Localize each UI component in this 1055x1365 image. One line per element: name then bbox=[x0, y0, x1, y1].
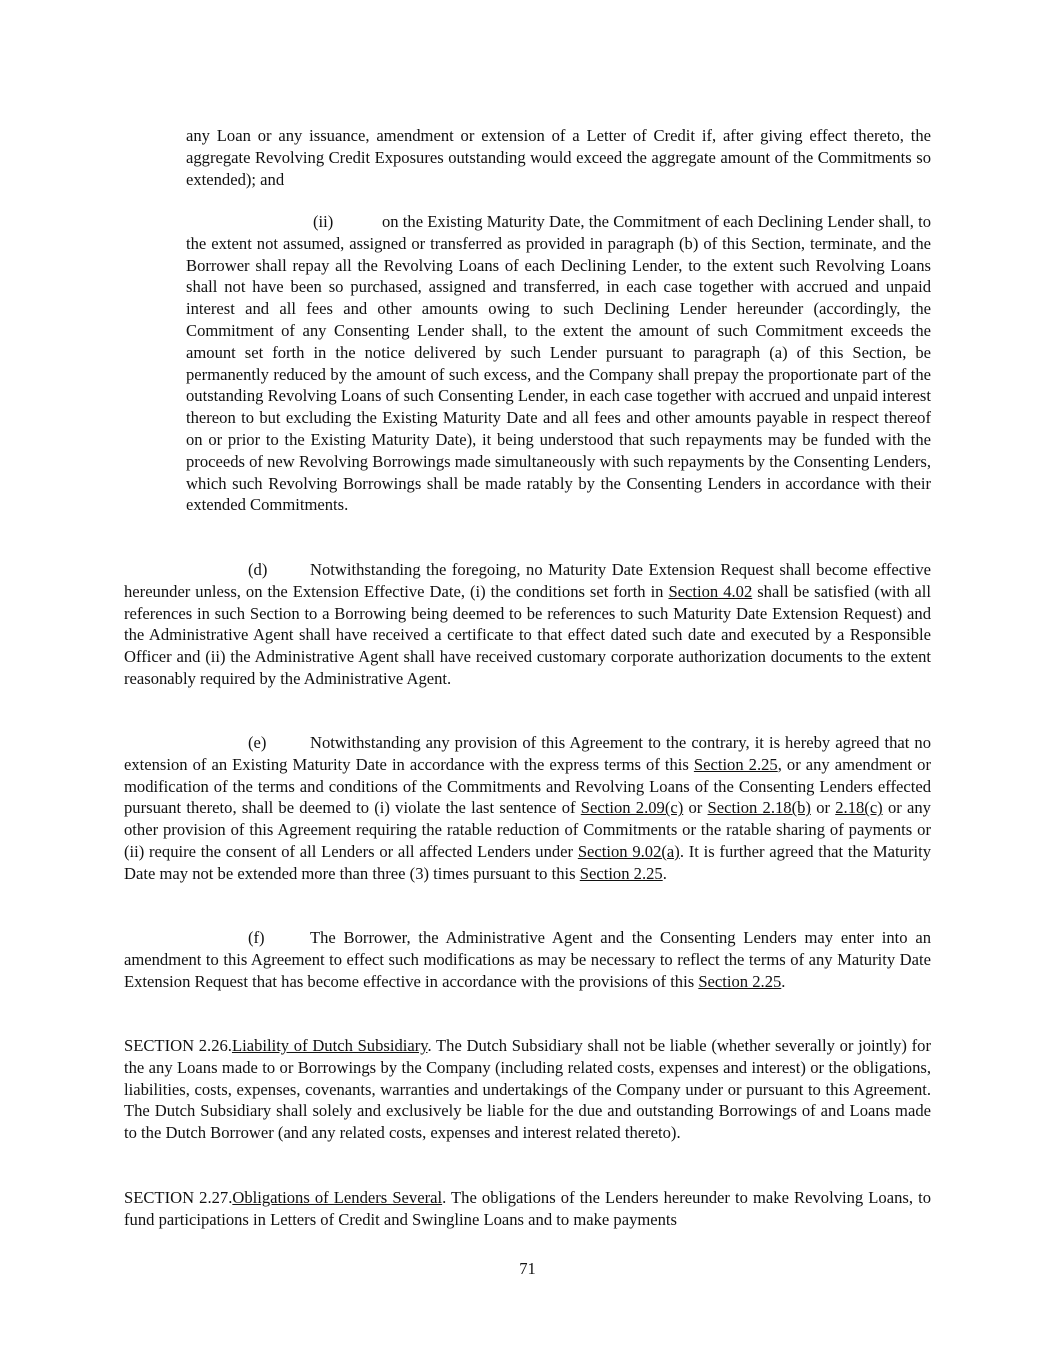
paragraph-label: (d) bbox=[248, 560, 268, 579]
paragraph-text: . bbox=[662, 863, 667, 883]
paragraph-text: , or any amendment or modification of the terms and conditions of the Commitments and Revolving Loans of the Consenting Lenders effected pursuant thereto, shall be deemed to (i) violate the last sentence of bbox=[124, 754, 931, 818]
paragraph-text: or bbox=[810, 798, 836, 818]
paragraph-text: on the Existing Maturity Date, the Commitment of each Declining Lender shall, to the extent not assumed, assigned or transferred as provided in paragraph (b) of this Section, terminate, and the Borrower shall repay all the Revolving Loans of each Declining Lender, to the extent such Revolving Loans shall not have been so purchased, assigned and transferred, in each case together with accrued and unpaid interest and all fees and other amounts owing to such Declining Lender hereunder (accordingly, the Commitment of any Consenting Lender shall, to the extent the amount of such Commitment exceeds the amount set forth in the notice delivered by such Lender pursuant to paragraph (a) of this Section, be permanently reduced by the amount of such excess, and the Company shall prepay the proportionate part of the outstanding Revolving Loans of such Consenting Lender, in each case together with accrued and unpaid interest thereon to but excluding the Existing Maturity Date and all fees and other amounts payable in respect thereof on or prior to the Existing Maturity Date), it being understood that such repayments may be funded with the proceeds of new Revolving Borrowings made simultaneously with such repayments by the Consenting Lenders, which such Revolving Borrowings shall be made ratably by the Consenting Lenders in accordance with their extended Commitments. bbox=[186, 212, 931, 515]
section-text: . The obligations of the Lenders hereunder to make Revolving Loans, to fund participations in Letters of Credit and Swingline Loans and to make payments bbox=[124, 1188, 931, 1229]
cross-reference: Section 2.25 bbox=[693, 754, 778, 774]
cross-reference: Section 2.25 bbox=[579, 863, 663, 883]
paragraph-text: . It is further agreed that the Maturity Date may not be extended more than three (3) times pursuant to this bbox=[124, 841, 931, 883]
paragraph-text: . bbox=[781, 971, 786, 991]
section-2-27 bbox=[124, 1187, 931, 1231]
paragraph-d bbox=[124, 559, 931, 690]
section-text: . The Dutch Subsidiary shall not be liable (whether severally or jointly) for the any Loans made to or Borrowings by the Company (including related costs, expenses and interest) or the obligations, liabilities, costs, expenses, covenants, warranties and undertakings of the Company under or pursuant to this Agreement. The Dutch Subsidiary shall solely and exclusively be liable for the due and outstanding Borrowings of and Loans made to the Dutch Borrower (and any related costs, expenses and interest related thereto). bbox=[124, 1036, 932, 1143]
paragraph-f bbox=[124, 927, 931, 992]
paragraph-label: (ii) bbox=[313, 212, 334, 231]
paragraph-i-continuation bbox=[186, 125, 931, 190]
paragraph-text: any Loan or any issuance, amendment or extension of a Letter of Credit if, after giving effect thereto, the aggregate Revolving Credit Exposures outstanding would exceed the aggregate amount of the Commitments so extended); and bbox=[186, 126, 931, 189]
section-2-26 bbox=[124, 1035, 931, 1144]
paragraph-label: (e) bbox=[248, 733, 267, 752]
paragraph-text: shall be satisfied (with all references in such Section to a Borrowing being deemed to be references to such Maturity Date Extension Request) and the Administrative Agent shall have received a certificate to that effect dated such date and executed by a Responsible Officer and (ii) the Administrative Agent shall have received customary corporate authorization documents to the extent reasonably required by the Administrative Agent. bbox=[124, 581, 932, 688]
cross-reference: Section 4.02 bbox=[668, 581, 753, 601]
paragraph-text: or any other provision of this Agreement requiring the ratable reduction of Commitments or the ratable sharing of payments or (ii) require the consent of all Lenders or all affected Lenders under bbox=[124, 798, 931, 861]
section-heading: Liability of Dutch Subsidiary bbox=[231, 1036, 428, 1055]
page-number: 71 bbox=[519, 1259, 536, 1278]
cross-reference: Section 2.18(b) bbox=[707, 798, 811, 818]
cross-reference: Section 2.09(c) bbox=[580, 798, 684, 818]
paragraph-ii bbox=[186, 211, 931, 516]
cross-reference: Section 2.25 bbox=[698, 971, 782, 991]
section-heading: Obligations of Lenders Several bbox=[232, 1188, 443, 1207]
paragraph-e bbox=[124, 732, 931, 885]
paragraph-text: The Borrower, the Administrative Agent and the Consenting Lenders may enter into an amendment to this Agreement to effect such modifications as may be necessary to reflect the terms of any Maturity Date Extension Request that has become effective in accordance with the provisions of this bbox=[124, 928, 931, 991]
cross-reference: 2.18(c) bbox=[835, 798, 883, 818]
cross-reference: Section 9.02(a) bbox=[577, 841, 680, 861]
paragraph-text: or bbox=[683, 798, 708, 818]
section-number: SECTION 2.27. bbox=[124, 1188, 233, 1207]
paragraph-text: Notwithstanding any provision of this Agreement to the contrary, it is hereby agreed that no extension of an Existing Maturity Date in accordance with the express terms of this bbox=[124, 733, 931, 774]
section-number: SECTION 2.26. bbox=[124, 1036, 232, 1055]
paragraph-text: Notwithstanding the foregoing, no Maturity Date Extension Request shall become effective hereunder unless, on the Extension Effective Date, (i) the conditions set forth in bbox=[124, 560, 931, 601]
paragraph-label: (f) bbox=[248, 928, 265, 947]
